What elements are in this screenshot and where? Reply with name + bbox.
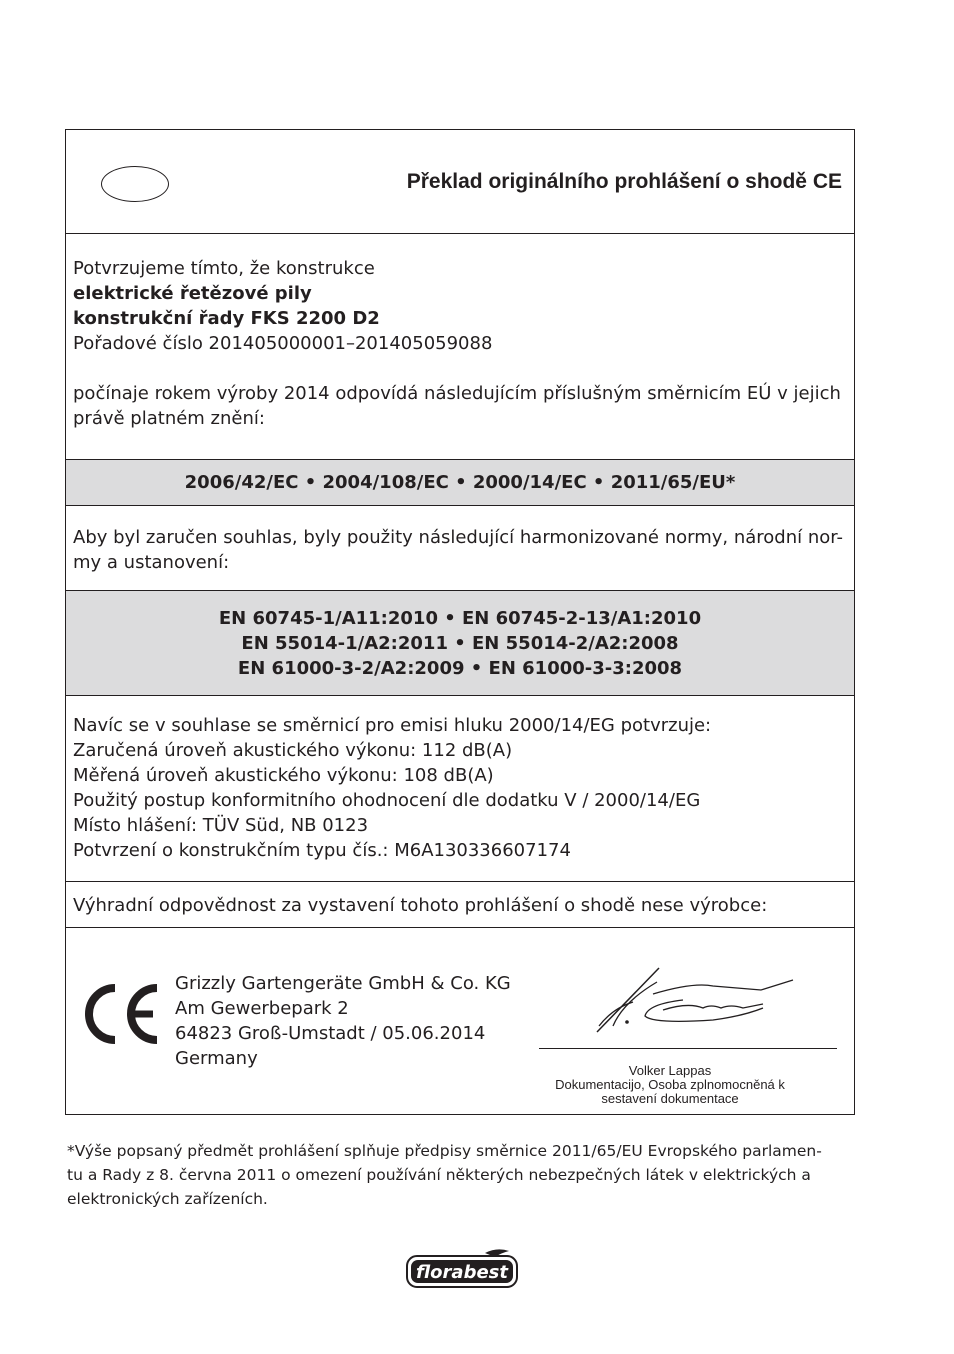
product-series: konstrukční řady FKS 2200 D2 (73, 308, 380, 329)
intro-line: Potvrzujeme tímto, že konstrukce (73, 258, 375, 279)
footnote-line: elektronických zařízeních. (67, 1190, 268, 1208)
norm-line: EN 55014-1/A2:2011 • EN 55014-2/A2:2008 (241, 633, 679, 654)
norms-section (66, 591, 854, 696)
signature-line (539, 1048, 837, 1049)
norms-intro-line: my a ustanovení: (73, 552, 230, 573)
signatory-role: sestavení dokumentace (601, 1091, 739, 1106)
signatory-name: Volker Lappas (628, 1063, 712, 1078)
header-section (66, 130, 854, 234)
signatory-role: Dokumentacijo, Osoba zplnomocněná k (555, 1077, 785, 1092)
responsibility-text: Výhradní odpovědnost za vystavení tohoto prohlášení o shodě nese výrobce: (73, 895, 768, 916)
signature-caption (539, 1064, 801, 1106)
country-code-oval (101, 166, 169, 202)
ce-mark-logo (77, 978, 163, 1050)
norms-intro-line: Aby byl zaručen souhlas, byly použity následující harmonizované normy, národní nor- (73, 527, 844, 548)
footnote-line: tu a Rady z 8. června 2011 o omezení používání některých nebezpečných látek v elektrických a (67, 1166, 811, 1184)
noise-line: Navíc se v souhlase se směrnicí pro emisi hluku 2000/14/EG potvrzuje: (73, 715, 712, 736)
florabest-logo-image (405, 1247, 519, 1289)
norms-intro-section (66, 506, 854, 591)
responsibility-section (66, 882, 854, 928)
footnote-line: *Výše popsaný předmět prohlášení splňuje předpisy směrnice 2011/65/EU Evropského parlamen- (67, 1142, 822, 1160)
address-line: Am Gewerbepark 2 (175, 998, 349, 1019)
noise-line: Použitý postup konformitního ohodnocení dle dodatku V / 2000/14/EG (73, 790, 701, 811)
noise-line: Zaručená úroveň akustického výkonu: 112 dB(A) (73, 740, 513, 761)
noise-line: Potvrzení o konstrukčním typu čís.: M6A130336607174 (73, 840, 571, 861)
norm-line: EN 60745-1/A11:2010 • EN 60745-2-13/A1:2010 (218, 608, 702, 629)
product-name: elektrické řetězové pily (73, 283, 312, 304)
page-title: Překlad originálního prohlášení o shodě CE (406, 170, 842, 193)
declaration-frame (65, 129, 855, 1115)
noise-section (66, 696, 854, 882)
address-line: Germany (175, 1048, 258, 1069)
norm-line: EN 61000-3-2/A2:2009 • EN 61000-3-3:2008 (237, 658, 683, 679)
florabest-logo (405, 1247, 519, 1293)
signature-image (593, 964, 803, 1039)
serial-number: Pořadové číslo 201405000001–201405059088 (73, 333, 493, 354)
directive-intro: počínaje rokem výroby 2014 odpovídá následujícím příslušným směrnicím EÚ v jejich právě platném znění: (73, 383, 841, 429)
address-line: 64823 Groß-Umstadt / 05.06.2014 (175, 1023, 486, 1044)
directives-list: 2006/42/EC • 2004/108/EC • 2000/14/EC • 2011/65/EU* (184, 472, 736, 493)
address-line: Grizzly Gartengeräte GmbH & Co. KG (175, 973, 511, 994)
noise-line: Místo hlášení: TÜV Süd, NB 0123 (73, 815, 369, 836)
footnote (67, 1139, 857, 1211)
intro-section (66, 234, 854, 460)
noise-line: Měřená úroveň akustického výkonu: 108 dB(A) (73, 765, 494, 786)
manufacturer-section (66, 928, 854, 1114)
directives-section (66, 460, 854, 506)
svg-text:florabest: florabest (416, 1262, 508, 1283)
manufacturer-address (175, 971, 511, 1071)
